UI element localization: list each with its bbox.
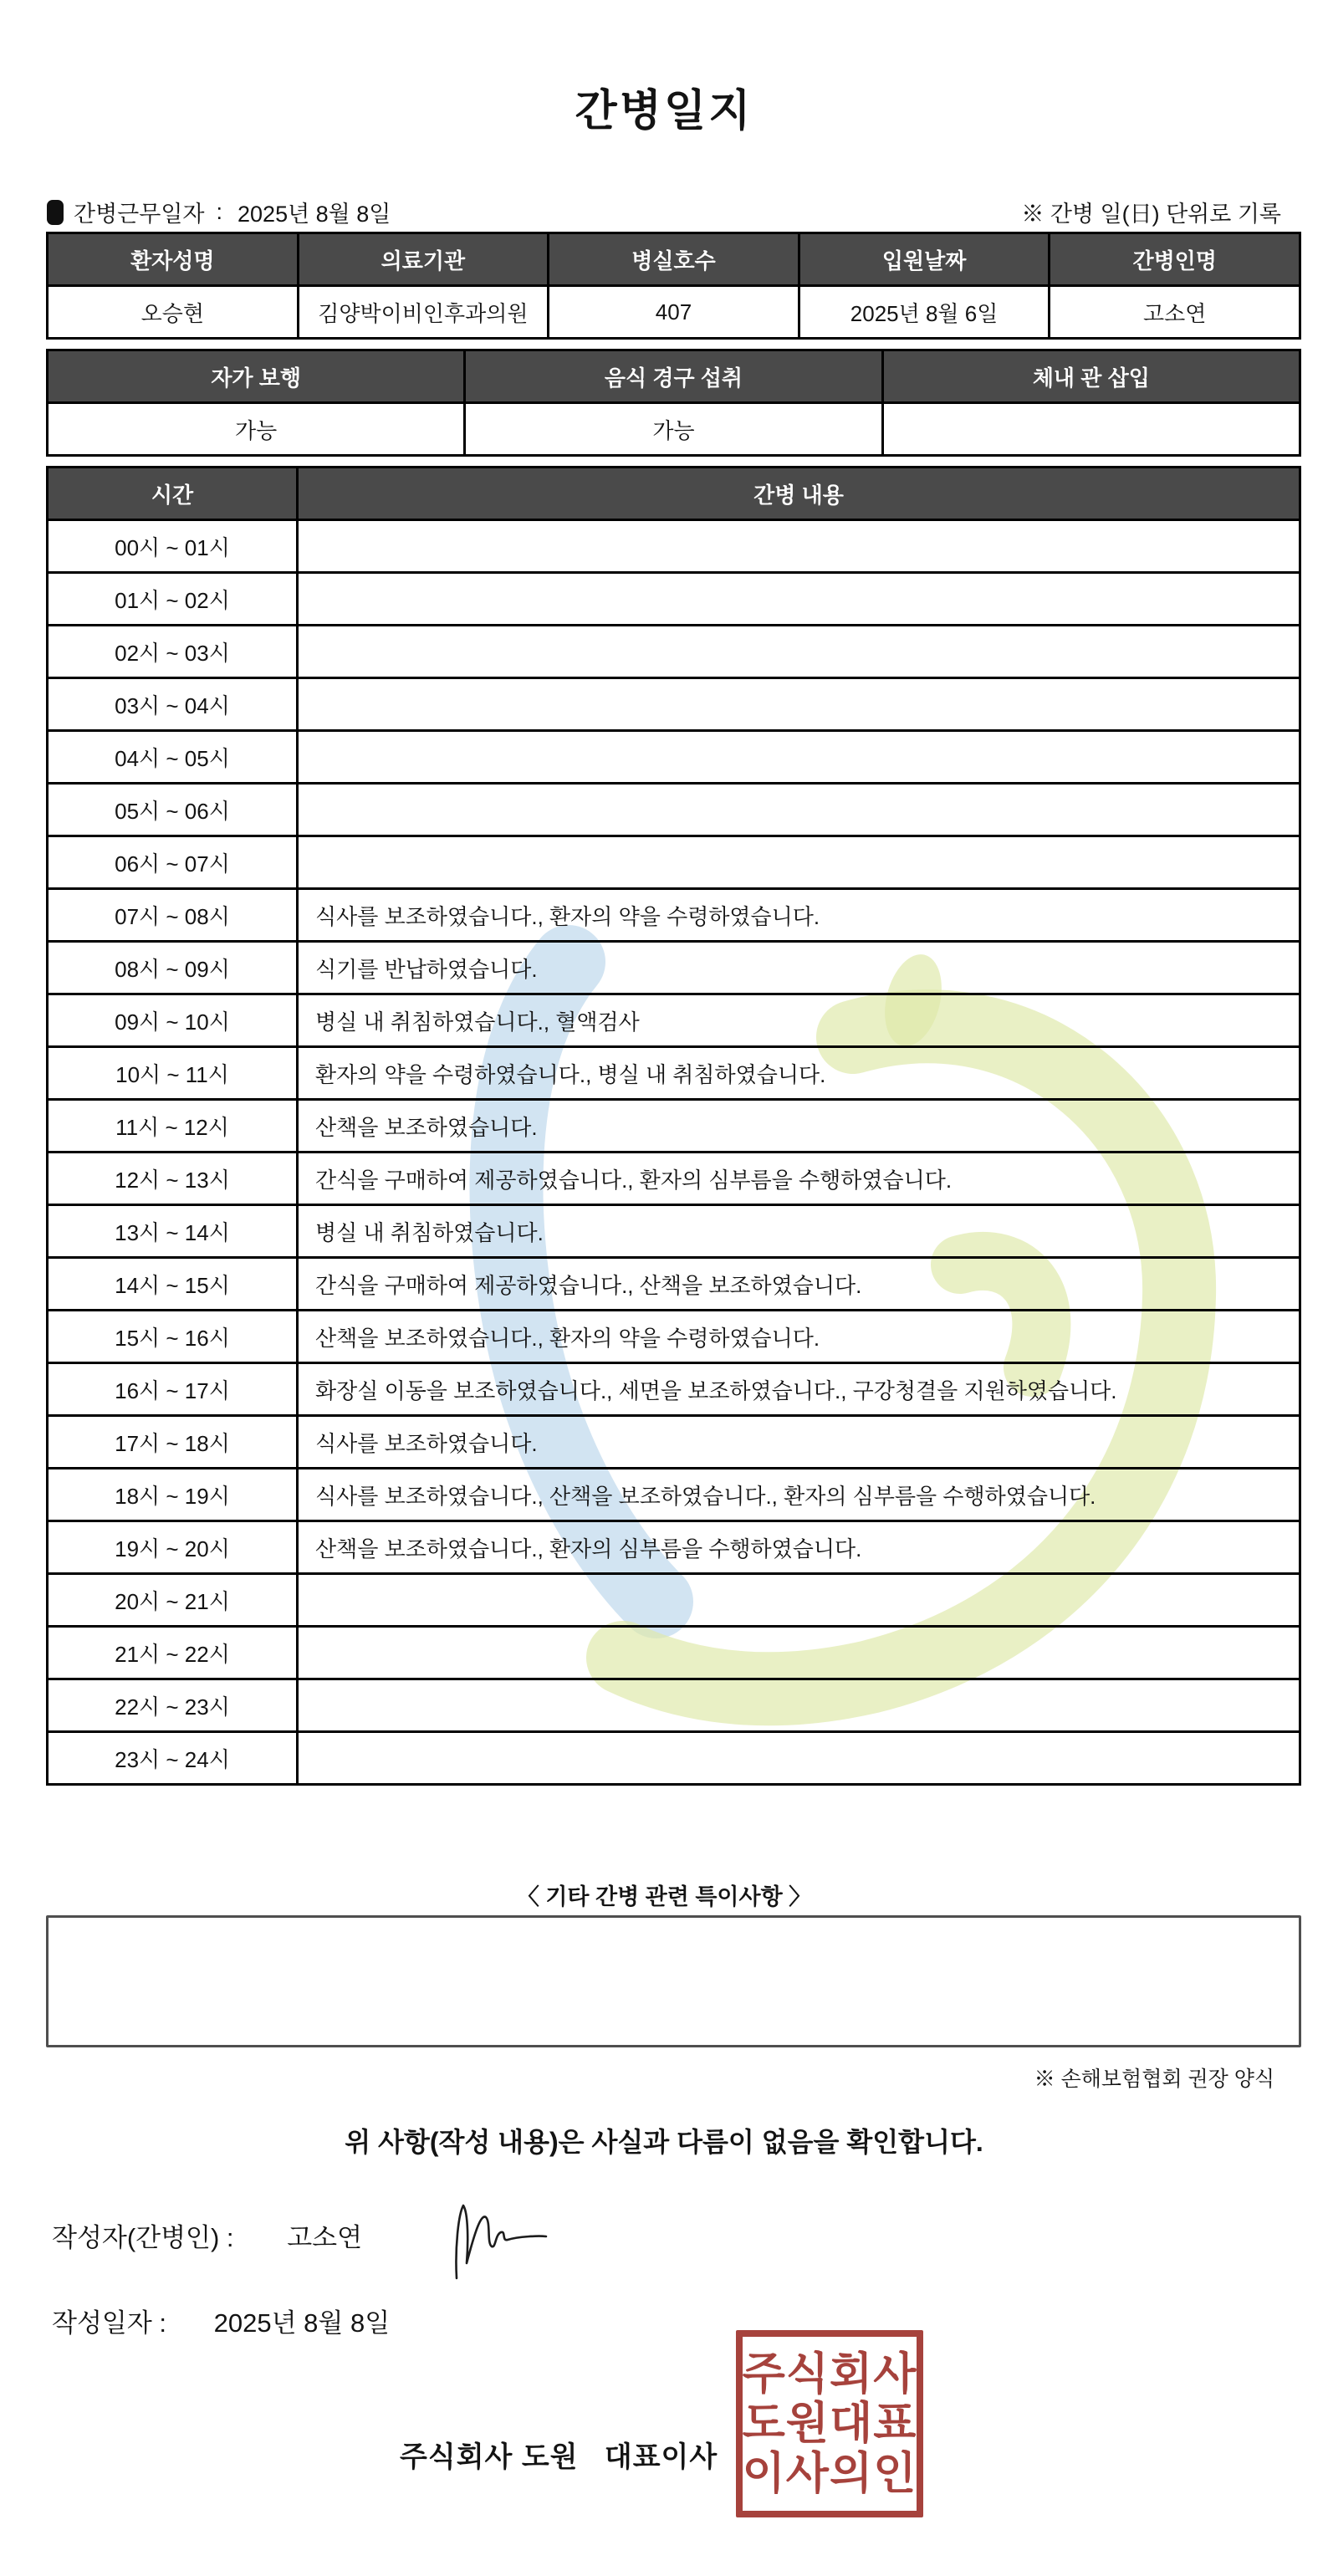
time-header: 시간 (48, 468, 298, 520)
care-log-row (48, 836, 1300, 889)
care-log-row (48, 1416, 1300, 1469)
care-log-time: 18시 ~ 19시 (48, 1469, 298, 1521)
care-log-time: 21시 ~ 22시 (48, 1627, 298, 1679)
stamp-line-1: 주식회사 (742, 2349, 917, 2399)
care-log-content: 화장실 이동을 보조하였습니다., 세면을 보조하였습니다., 구강청결을 지원하였습니다. (298, 1363, 1300, 1416)
work-date-line (47, 196, 391, 228)
care-log-time: 16시 ~ 17시 (48, 1363, 298, 1416)
care-log-row (48, 1205, 1300, 1258)
self-walking-value: 가능 (48, 403, 465, 456)
care-log-time: 23시 ~ 24시 (48, 1732, 298, 1785)
care-log-content: 간식을 구매하여 제공하였습니다., 산책을 보조하였습니다. (298, 1258, 1300, 1311)
care-log-content (298, 678, 1300, 731)
corporate-seal-stamp (736, 2330, 923, 2517)
care-log-content: 식기를 반납하였습니다. (298, 942, 1300, 994)
notes-heading: 〈 기타 간병 관련 특이사항 〉 (516, 1884, 812, 1909)
tube-insertion-header: 체내 관 삽입 (882, 350, 1300, 403)
admission-date-header: 입원날짜 (799, 233, 1050, 286)
oral-intake-header: 음식 경구 섭취 (465, 350, 882, 403)
care-log-content (298, 1732, 1300, 1785)
patient-info-table (46, 232, 1301, 340)
care-log-content (298, 731, 1300, 784)
care-log-row (48, 889, 1300, 942)
unit-note: ※ 간병 일(日) 단위로 기록 (1021, 202, 1281, 227)
patient-value-row (48, 286, 1300, 339)
care-log-row (48, 1574, 1300, 1627)
work-date-separator: : (216, 199, 223, 224)
care-log-time: 04시 ~ 05시 (48, 731, 298, 784)
care-log-body (48, 520, 1300, 1785)
caregiver-name-header: 간병인명 (1050, 233, 1300, 286)
care-log-row (48, 994, 1300, 1047)
care-log-time: 20시 ~ 21시 (48, 1574, 298, 1627)
care-log-content: 산책을 보조하였습니다., 환자의 심부름을 수행하였습니다. (298, 1521, 1300, 1574)
care-log-content: 식사를 보조하였습니다. (298, 1416, 1300, 1469)
oral-intake-value: 가능 (465, 403, 882, 456)
company-ceo-line: 주식회사 도원 대표이사 (400, 2441, 718, 2473)
care-log-row (48, 1258, 1300, 1311)
care-log-time: 08시 ~ 09시 (48, 942, 298, 994)
care-log-row (48, 626, 1300, 678)
patient-status-table (46, 349, 1301, 457)
care-log-time: 02시 ~ 03시 (48, 626, 298, 678)
care-log-row (48, 1153, 1300, 1205)
care-log-row (48, 1311, 1300, 1363)
care-log-row (48, 942, 1300, 994)
care-log-row (48, 784, 1300, 836)
room-number-header: 병실호수 (549, 233, 799, 286)
care-log-row (48, 1521, 1300, 1574)
written-date-line (52, 2302, 390, 2339)
care-log-content: 산책을 보조하였습니다., 환자의 약을 수령하였습니다. (298, 1311, 1300, 1363)
care-content-header: 간병 내용 (298, 468, 1300, 520)
writer-label: 작성자(간병인) : (52, 2223, 234, 2252)
care-log-row (48, 1363, 1300, 1416)
care-log-content (298, 520, 1300, 573)
care-log-row (48, 678, 1300, 731)
writer-line (52, 2216, 362, 2254)
stamp-line-2: 도원대표 (742, 2399, 917, 2449)
care-log-row (48, 731, 1300, 784)
care-log-time: 00시 ~ 01시 (48, 520, 298, 573)
written-date-value: 2025년 8월 8일 (213, 2308, 391, 2338)
admission-date-value: 2025년 8월 6일 (799, 286, 1050, 339)
care-log-row (48, 1100, 1300, 1153)
tube-insertion-value (882, 403, 1300, 456)
care-log-time: 06시 ~ 07시 (48, 836, 298, 889)
patient-name-value: 오승현 (48, 286, 299, 339)
written-date-label: 작성일자 : (52, 2308, 167, 2338)
work-date-value: 2025년 8월 8일 (238, 202, 391, 227)
care-log-content (298, 836, 1300, 889)
care-log-content (298, 573, 1300, 626)
care-log-content (298, 784, 1300, 836)
care-log-time: 19시 ~ 20시 (48, 1521, 298, 1574)
form-note: ※ 손해보험협회 권장 양식 (1034, 2067, 1274, 2091)
care-log-row (48, 520, 1300, 573)
care-log-row (48, 573, 1300, 626)
care-log-time: 10시 ~ 11시 (48, 1047, 298, 1100)
care-log-time: 11시 ~ 12시 (48, 1100, 298, 1153)
care-log-content: 산책을 보조하였습니다. (298, 1100, 1300, 1153)
care-log-time: 09시 ~ 10시 (48, 994, 298, 1047)
care-log-time: 03시 ~ 04시 (48, 678, 298, 731)
notes-box (46, 1915, 1301, 2047)
care-log-row (48, 1732, 1300, 1785)
care-log-time: 07시 ~ 08시 (48, 889, 298, 942)
care-log-content: 병실 내 취침하였습니다., 혈액검사 (298, 994, 1300, 1047)
care-log-row (48, 1627, 1300, 1679)
writer-name: 고소연 (287, 2223, 363, 2252)
care-log-time: 14시 ~ 15시 (48, 1258, 298, 1311)
caregiver-name-value: 고소연 (1050, 286, 1300, 339)
care-log-content: 병실 내 취침하였습니다. (298, 1205, 1300, 1258)
care-log-time: 15시 ~ 16시 (48, 1311, 298, 1363)
care-log-content (298, 1627, 1300, 1679)
care-log-content (298, 1679, 1300, 1732)
care-log-content: 환자의 약을 수령하였습니다., 병실 내 취침하였습니다. (298, 1047, 1300, 1100)
care-log-content: 식사를 보조하였습니다., 환자의 약을 수령하였습니다. (298, 889, 1300, 942)
care-log-content: 식사를 보조하였습니다., 산책을 보조하였습니다., 환자의 심부름을 수행하였습니다. (298, 1469, 1300, 1521)
stamp-line-3: 이사의인 (742, 2448, 917, 2498)
meta-row (47, 196, 1281, 228)
confirmation-statement: 위 사항(작성 내용)은 사실과 다름이 없음을 확인합니다. (345, 2127, 983, 2157)
care-log-time: 22시 ~ 23시 (48, 1679, 298, 1732)
caregiver-signature (450, 2201, 554, 2285)
care-log-time: 05시 ~ 06시 (48, 784, 298, 836)
care-log-header-row (48, 468, 1300, 520)
work-date-label: 간병근무일자 (74, 202, 205, 227)
care-log-content: 간식을 구매하여 제공하였습니다., 환자의 심부름을 수행하였습니다. (298, 1153, 1300, 1205)
medical-institution-value: 김양박이비인후과의원 (298, 286, 549, 339)
self-walking-header: 자가 보행 (48, 350, 465, 403)
care-log-row (48, 1047, 1300, 1100)
room-number-value: 407 (549, 286, 799, 339)
status-header-row (48, 350, 1300, 403)
page-title: 간병일지 (575, 87, 753, 135)
care-log-content (298, 1574, 1300, 1627)
patient-name-header: 환자성명 (48, 233, 299, 286)
patient-header-row (48, 233, 1300, 286)
care-log-time: 12시 ~ 13시 (48, 1153, 298, 1205)
care-log-time: 17시 ~ 18시 (48, 1416, 298, 1469)
care-log-row (48, 1469, 1300, 1521)
care-log-time: 01시 ~ 02시 (48, 573, 298, 626)
square-bullet-icon (47, 200, 64, 225)
care-log-row (48, 1679, 1300, 1732)
care-log-table (46, 466, 1301, 1786)
care-log-time: 13시 ~ 14시 (48, 1205, 298, 1258)
care-log-content (298, 626, 1300, 678)
medical-institution-header: 의료기관 (298, 233, 549, 286)
status-value-row (48, 403, 1300, 456)
